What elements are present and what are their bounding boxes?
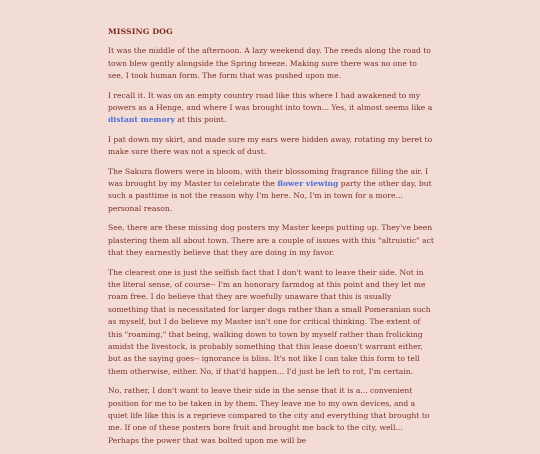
story-title: MISSING DOG (108, 27, 173, 36)
paragraph-2 (108, 90, 434, 127)
story-document (108, 26, 434, 454)
flower-viewing-link[interactable]: flower viewing (277, 179, 339, 189)
distant-memory-link[interactable]: distant memory (108, 115, 175, 125)
paragraph-4-text-before: The Sakura flowers were in bloom, with their blossoming fragrance filling the air. I was brought by my Master to celebrate the (108, 166, 429, 189)
paragraph-2-text-after: at this point. (174, 115, 227, 125)
paragraph-4-text-after: party the other day, but such a pasttime is not the reason why I'm here. No, I'm in town for a more... personal reason. (108, 179, 432, 213)
paragraph-2-text-before: I recall it. It was on an empty country road like this where I had awakened to my powers as a Henge, and where I was brought into town... Yes, it almost seems like a (108, 90, 433, 113)
paragraph-5: See, there are these missing dog posters my Master keeps putting up. They've been plastering them all about town. There are a couple of issues with this "altruistic" act that they earnestly believe that they are doing in my favor. (108, 223, 434, 258)
paragraph-1: It was the middle of the afternoon. A lazy weekend day. The reeds along the road to town blew gently alongside the Spring breeze. Making sure there was no one to see, I took human form. The form that was pushed upon me. (108, 46, 431, 81)
paragraph-3: I pat down my skirt, and made sure my ears were hidden away, rotating my beret to make sure there was not a speck of dust. (108, 134, 433, 157)
paragraph-7: No, rather, I don't want to leave their side in the sense that it is a... convenient position for me to be taken in by them. They leave me to my own devices, and a quiet life like this is a reprieve compared to the city and everything that brought to me. If one of these posters bore fruit and brought me back to the city, well... Perhaps the power that was bolted upon me will be (108, 386, 430, 445)
paragraph-4 (108, 166, 434, 216)
paragraph-6: The clearest one is just the selfish fact that I don't want to leave their side. Not in the literal sense, of course-- I'm an honorary farmdog at this point and they let me roam free. I do believe that they are woefully unaware that this is usually something that is necessitated for larger dogs rather than a small Pomeranian such as myself, but I do believe my Master isn't one for critical thinking. The extent of this "roaming," that being, walking down to town by myself rather than frolicking amidst the livestock, is probably something that this lease doesn't warrant either, but as the saying goes-- ignorance is bliss. It's not like I can take this form to tell them otherwise, either. No, if that'd happen... I'd just be left to rot, I'm certain. (108, 267, 431, 376)
